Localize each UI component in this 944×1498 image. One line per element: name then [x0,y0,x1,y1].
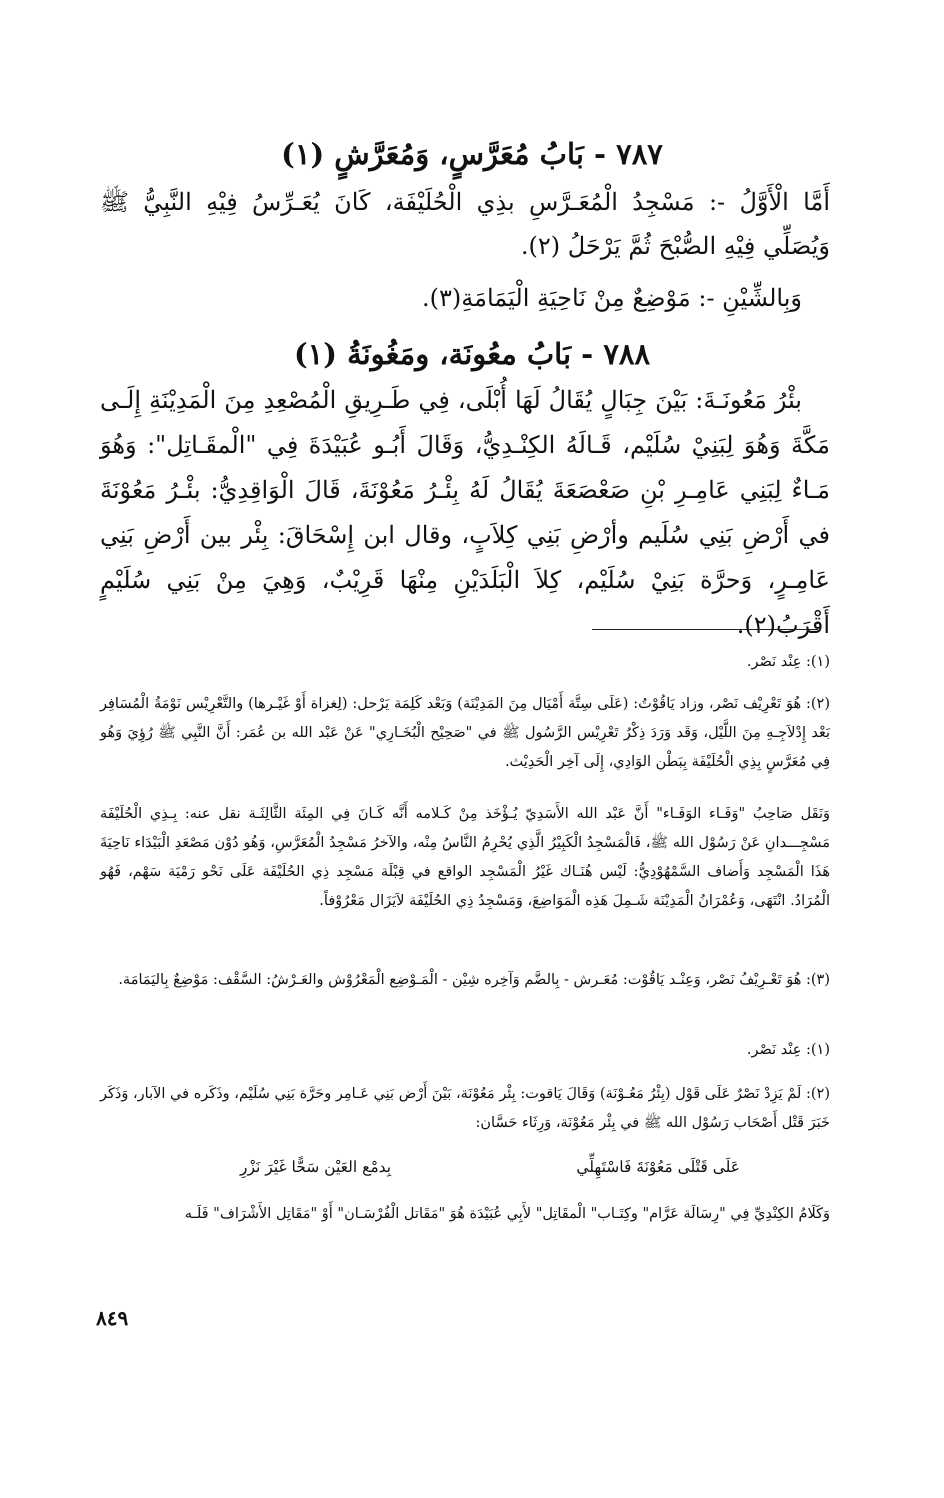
paragraph-788: بئْرُ مَعُونَـةَ: بَيْنَ جِبَالٍ يُقَالُ لَهَا أُبْلَى، فِي طَـرِيقِ الْمُصْعِدِ مِنَ الْمَدِيْنَةِ إِلَـى مَكَّةَ وَهُوَ لِبَنِيْ سُلَيْم، قَـالَهُ الكِنْـدِيُّ، وَقَالَ أَبُـو عُبَيْدَةَ فِي "الْمقَـاتِل": وَهُوَ مَـاءٌ لِبَنِي عَامِـرِ بْنِ صَعْصَعَةَ يُقَالُ لَهُ بِئْـرُ مَعُوْنَةَ، قَالَ الْوَاقِدِيُّ: بئْـرُ مَعُوْنَةَ في أَرْضِ بَنِي سُلَيم وأرْضِ بَنِي كِلاَبٍ، وقال ابن إِسْحَاقَ: بِئْر بين أَرْضِ بَنِي عَامِـرٍ، وَحرَّة بَنِيْ سُلَيْم، كِلاَ الْبَلَدَيْنِ مِنْهَا قَرِيْبٌ، وَهِيَ مِنْ بَنِي سُلَيْمٍ أَقْرَبُ(٢). [100,386,830,639]
footnote-788-2: (٢): لَمْ يَزِدْ نَصْرٌ عَلَى قَوْل (بِئْرُ مَعُـوْنَة) وَقَالَ يَاقوت: بِئْر مَعُوْنَة، بَيْنَ أَرْض بَنِي عَـامِر وحَرَّة بَنِي سُلَيْم، وذَكَره في الآبار، وَذَكَر خَبَرَ قَتْل أَصْحَاب رَسُوْل الله ﷺ في بِئْر مَعُوْنَة، وَرِثَاء حَسَّان: [100,1086,830,1131]
footnote-788-continued: وَكَلَامُ الكِنْدِيِّ فِي "رِسَالَة عَرَّام" وكِتَـاب" الْمقَاتِل" لأَبِي عُبَيْدَة هُوَ "مَقَاتل الْفُرْسَـان" أَوْ "مَقَاتِل الأَشْرَاف" فَلَـه [184,1206,830,1222]
paragraph-787-first: أَمَّا الْأَوَّلُ -: مَسْجِدُ الْمُعَـرَّسِ بذِي الْحُلَيْفَة، كَانَ يُعَـرِّسُ فِيْهِ النَّبِيُّ ﷺ وَيُصَلِّي فِيْهِ الصُّبْحَ ثُمَّ يَرْحَلُ (٢). [100,188,830,260]
footnote-787-1: (١): عِنْد نَصْر. [746,654,830,670]
footnote-787-2-continued: وَنَقَل صَاحِبُ "وَفَـاء الوَفَـاء" أَنَّ عَبْد الله الأَسَدِيّ يُـؤْخَذ مِنْ كَـلامه أَنَّه كَـانَ فِي المِئَة الثَّالِثَـة نقل عنه: بِـذِي الْحُلَيْفَة مَسْجِـــدانِ عَنْ رَسُوْل الله ﷺ، فَالْمَسْجِدُ الْكَبِيْرُ الَّذِي يُحْرِمُ النَّاسُ مِنْه، والآخرُ مَسْجِدُ الْمُعَرَّسِ، وَهُو دُوْن مَصْعَدِ الْبَيْدَاء نَاحِيَةَ هَذَا الْمَسْجِد وَأَضاف السَّمْهُوْدِيُّ: لَيْس هُنَـاك غَيْرُ الْمَسْجِد الواقع في قِبْلَة مَسْجِد ذِي الحُلَيْفَة عَلَى نَحْو رَمْيَة سَهْم، فَهُو الْمُرَادُ. انْتَهَى، وَعُمْرَانُ الْمَدِيْنَة شَـمِلَ هَذِه الْمَوَاضِعَ، وَمَسْجِدُ ذِي الحُلَيْفَة لاَيَزَال مَعْرُوْفاً. [100,806,830,909]
verse-first-hemistich: عَلَى قَتْلَى مَعُوْنَةَ فَاسْتَهِلِّي [576,1158,740,1176]
verse-second-hemistich: بِدمْع العَيْن سَحًّا غَيْرَ نَزْرِ [240,1158,392,1176]
footnote-788-1: (١): عِنْد نَصْر. [746,1042,830,1058]
footnote-divider [592,629,818,630]
page-number: ٨٤٩ [96,1306,129,1330]
footnote-787-2: (٢): هُوَ تَعْرِيْف نَصْر، وزاد يَاقُوْتُ: (عَلَى سِتَّة أَمْيَال مِنَ المَدِيْنَة) وَبَعْد كَلِمَة يَرْحل: (لِغزاة أَوْ غَيْـرها) والتَّعْرِيْس نَوْمَةُ الْمُسَافِر بَعْد إِدْلاَجِـهِ مِنَ اللَّيْل، وَقَد وَرَدَ ذِكْرُ تَعْرِيْس الرَّسُول ﷺ في "صَحِيْح الْبُخَـارِي" عَنْ عَبْد الله بن عُمَر: أَنَّ النَّبِي ﷺ رُؤِيَ وَهُو فِي مُعَرَّسٍ بِذِي الْحُلَيْفَة بِبَطْن الوَادِي، إِلَى آخِر الْحَدِيْث. [100,696,830,770]
chapter-heading-788: ٧٨٨ - بَابُ معُونَة، ومَغُونَةُ (١) [293,337,651,371]
chapter-heading-787: ٧٨٧ - بَابُ مُعَرَّسٍ، وَمُعَرَّشٍ (١) [281,137,663,171]
footnote-787-3: (٣): هُوَ تَعْـرِيْفُ نَصْر، وَعِنْـد يَاقُوْت: مُعَـرش - بِالضَّم وَآخِره شِيْن - الْمَـوْضِع الْمَعْرُوْش والعَـرْشُ: السَّقْف: مَوْضِعٌ بِاليَمَامَة. [118,972,830,988]
poetry-verse [240,1152,740,1182]
paragraph-787-second: وَبِالشِّيْنِ -: مَوْضِعٌ مِنْ نَاحِيَةِ الْيَمَامَةِ(٣). [421,284,802,312]
